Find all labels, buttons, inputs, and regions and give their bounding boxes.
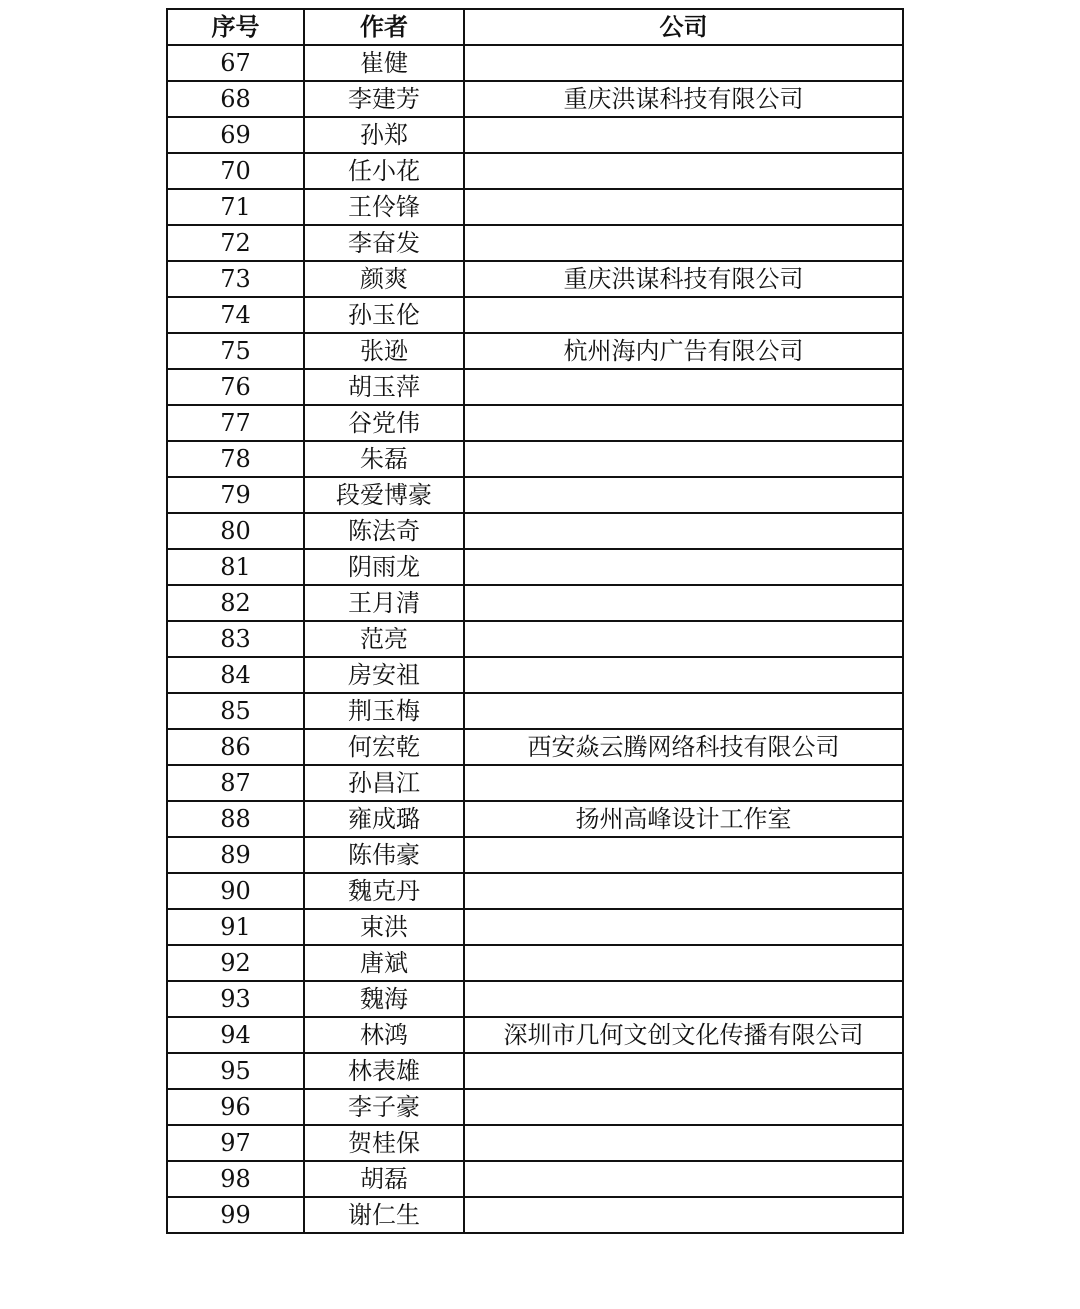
table-row — [167, 1125, 903, 1161]
cell-company — [464, 981, 903, 1017]
cell-author: 魏克丹 — [304, 873, 464, 909]
table-row — [167, 225, 903, 261]
cell-serial-number: 76 — [167, 369, 304, 405]
header-serial-number: 序号 — [167, 9, 304, 45]
cell-serial-number: 67 — [167, 45, 304, 81]
table-row — [167, 585, 903, 621]
table-row — [167, 657, 903, 693]
cell-company — [464, 765, 903, 801]
cell-serial-number: 81 — [167, 549, 304, 585]
cell-company — [464, 873, 903, 909]
table-row — [167, 441, 903, 477]
table-row — [167, 873, 903, 909]
cell-author: 谷党伟 — [304, 405, 464, 441]
cell-author: 段爱博豪 — [304, 477, 464, 513]
cell-serial-number: 89 — [167, 837, 304, 873]
table-row — [167, 297, 903, 333]
table-row — [167, 1197, 903, 1233]
table-row — [167, 621, 903, 657]
cell-author: 林表雄 — [304, 1053, 464, 1089]
cell-author: 阴雨龙 — [304, 549, 464, 585]
table-row — [167, 1053, 903, 1089]
author-list-table — [166, 8, 904, 1234]
header-company: 公司 — [464, 9, 903, 45]
table-row — [167, 333, 903, 369]
cell-company — [464, 621, 903, 657]
cell-author: 荆玉梅 — [304, 693, 464, 729]
cell-company — [464, 369, 903, 405]
table-header — [167, 9, 903, 45]
cell-company: 重庆洪谋科技有限公司 — [464, 261, 903, 297]
table-row — [167, 693, 903, 729]
cell-author: 朱磊 — [304, 441, 464, 477]
cell-serial-number: 77 — [167, 405, 304, 441]
cell-author: 范亮 — [304, 621, 464, 657]
cell-author: 唐斌 — [304, 945, 464, 981]
cell-serial-number: 97 — [167, 1125, 304, 1161]
table-row — [167, 549, 903, 585]
cell-author: 雍成璐 — [304, 801, 464, 837]
cell-company — [464, 477, 903, 513]
cell-company — [464, 549, 903, 585]
cell-serial-number: 91 — [167, 909, 304, 945]
cell-company: 扬州高峰设计工作室 — [464, 801, 903, 837]
cell-company — [464, 585, 903, 621]
cell-author: 胡玉萍 — [304, 369, 464, 405]
cell-author: 王月清 — [304, 585, 464, 621]
cell-author: 何宏乾 — [304, 729, 464, 765]
table-row — [167, 945, 903, 981]
cell-author: 陈法奇 — [304, 513, 464, 549]
cell-company — [464, 189, 903, 225]
cell-company — [464, 441, 903, 477]
cell-serial-number: 88 — [167, 801, 304, 837]
cell-author: 李建芳 — [304, 81, 464, 117]
table-row — [167, 45, 903, 81]
table-row — [167, 801, 903, 837]
cell-company — [464, 117, 903, 153]
cell-serial-number: 87 — [167, 765, 304, 801]
cell-company — [464, 1125, 903, 1161]
cell-serial-number: 79 — [167, 477, 304, 513]
cell-company — [464, 693, 903, 729]
table-row — [167, 81, 903, 117]
cell-author: 魏海 — [304, 981, 464, 1017]
cell-author: 李奋发 — [304, 225, 464, 261]
cell-author: 崔健 — [304, 45, 464, 81]
cell-serial-number: 98 — [167, 1161, 304, 1197]
cell-serial-number: 85 — [167, 693, 304, 729]
cell-company — [464, 513, 903, 549]
cell-author: 孙昌江 — [304, 765, 464, 801]
cell-author: 林鸿 — [304, 1017, 464, 1053]
cell-serial-number: 90 — [167, 873, 304, 909]
cell-author: 张逊 — [304, 333, 464, 369]
cell-company — [464, 1053, 903, 1089]
table-row — [167, 729, 903, 765]
cell-author: 房安祖 — [304, 657, 464, 693]
table-body — [167, 45, 903, 1233]
cell-company: 重庆洪谋科技有限公司 — [464, 81, 903, 117]
cell-serial-number: 93 — [167, 981, 304, 1017]
table-row — [167, 837, 903, 873]
table-row — [167, 1161, 903, 1197]
cell-company — [464, 225, 903, 261]
cell-serial-number: 80 — [167, 513, 304, 549]
cell-serial-number: 70 — [167, 153, 304, 189]
cell-author: 孙玉伦 — [304, 297, 464, 333]
cell-serial-number: 92 — [167, 945, 304, 981]
cell-serial-number: 95 — [167, 1053, 304, 1089]
cell-serial-number: 75 — [167, 333, 304, 369]
cell-author: 贺桂保 — [304, 1125, 464, 1161]
table-row — [167, 1017, 903, 1053]
cell-company — [464, 405, 903, 441]
cell-company — [464, 297, 903, 333]
table-row — [167, 909, 903, 945]
cell-serial-number: 94 — [167, 1017, 304, 1053]
table-row — [167, 369, 903, 405]
table-row — [167, 765, 903, 801]
table-row — [167, 1089, 903, 1125]
cell-company — [464, 1161, 903, 1197]
cell-company — [464, 945, 903, 981]
cell-company — [464, 1089, 903, 1125]
cell-company — [464, 1197, 903, 1233]
cell-serial-number: 86 — [167, 729, 304, 765]
cell-serial-number: 82 — [167, 585, 304, 621]
cell-serial-number: 72 — [167, 225, 304, 261]
table-row — [167, 117, 903, 153]
cell-author: 胡磊 — [304, 1161, 464, 1197]
cell-serial-number: 99 — [167, 1197, 304, 1233]
cell-company — [464, 45, 903, 81]
cell-serial-number: 83 — [167, 621, 304, 657]
cell-author: 束洪 — [304, 909, 464, 945]
cell-serial-number: 74 — [167, 297, 304, 333]
cell-company — [464, 909, 903, 945]
cell-company — [464, 837, 903, 873]
cell-company — [464, 657, 903, 693]
cell-serial-number: 96 — [167, 1089, 304, 1125]
header-author: 作者 — [304, 9, 464, 45]
cell-author: 颜爽 — [304, 261, 464, 297]
cell-author: 孙郑 — [304, 117, 464, 153]
cell-serial-number: 71 — [167, 189, 304, 225]
cell-serial-number: 73 — [167, 261, 304, 297]
table-row — [167, 981, 903, 1017]
table-row — [167, 189, 903, 225]
cell-author: 谢仁生 — [304, 1197, 464, 1233]
cell-author: 任小花 — [304, 153, 464, 189]
cell-serial-number: 84 — [167, 657, 304, 693]
cell-serial-number: 68 — [167, 81, 304, 117]
table-row — [167, 513, 903, 549]
table-row — [167, 261, 903, 297]
cell-company: 深圳市几何文创文化传播有限公司 — [464, 1017, 903, 1053]
table-row — [167, 405, 903, 441]
cell-author: 李子豪 — [304, 1089, 464, 1125]
table-row — [167, 477, 903, 513]
cell-serial-number: 69 — [167, 117, 304, 153]
cell-company: 西安焱云腾网络科技有限公司 — [464, 729, 903, 765]
cell-serial-number: 78 — [167, 441, 304, 477]
cell-author: 陈伟豪 — [304, 837, 464, 873]
header-row — [167, 9, 903, 45]
cell-author: 王伶锋 — [304, 189, 464, 225]
cell-company: 杭州海内广告有限公司 — [464, 333, 903, 369]
cell-company — [464, 153, 903, 189]
table-row — [167, 153, 903, 189]
